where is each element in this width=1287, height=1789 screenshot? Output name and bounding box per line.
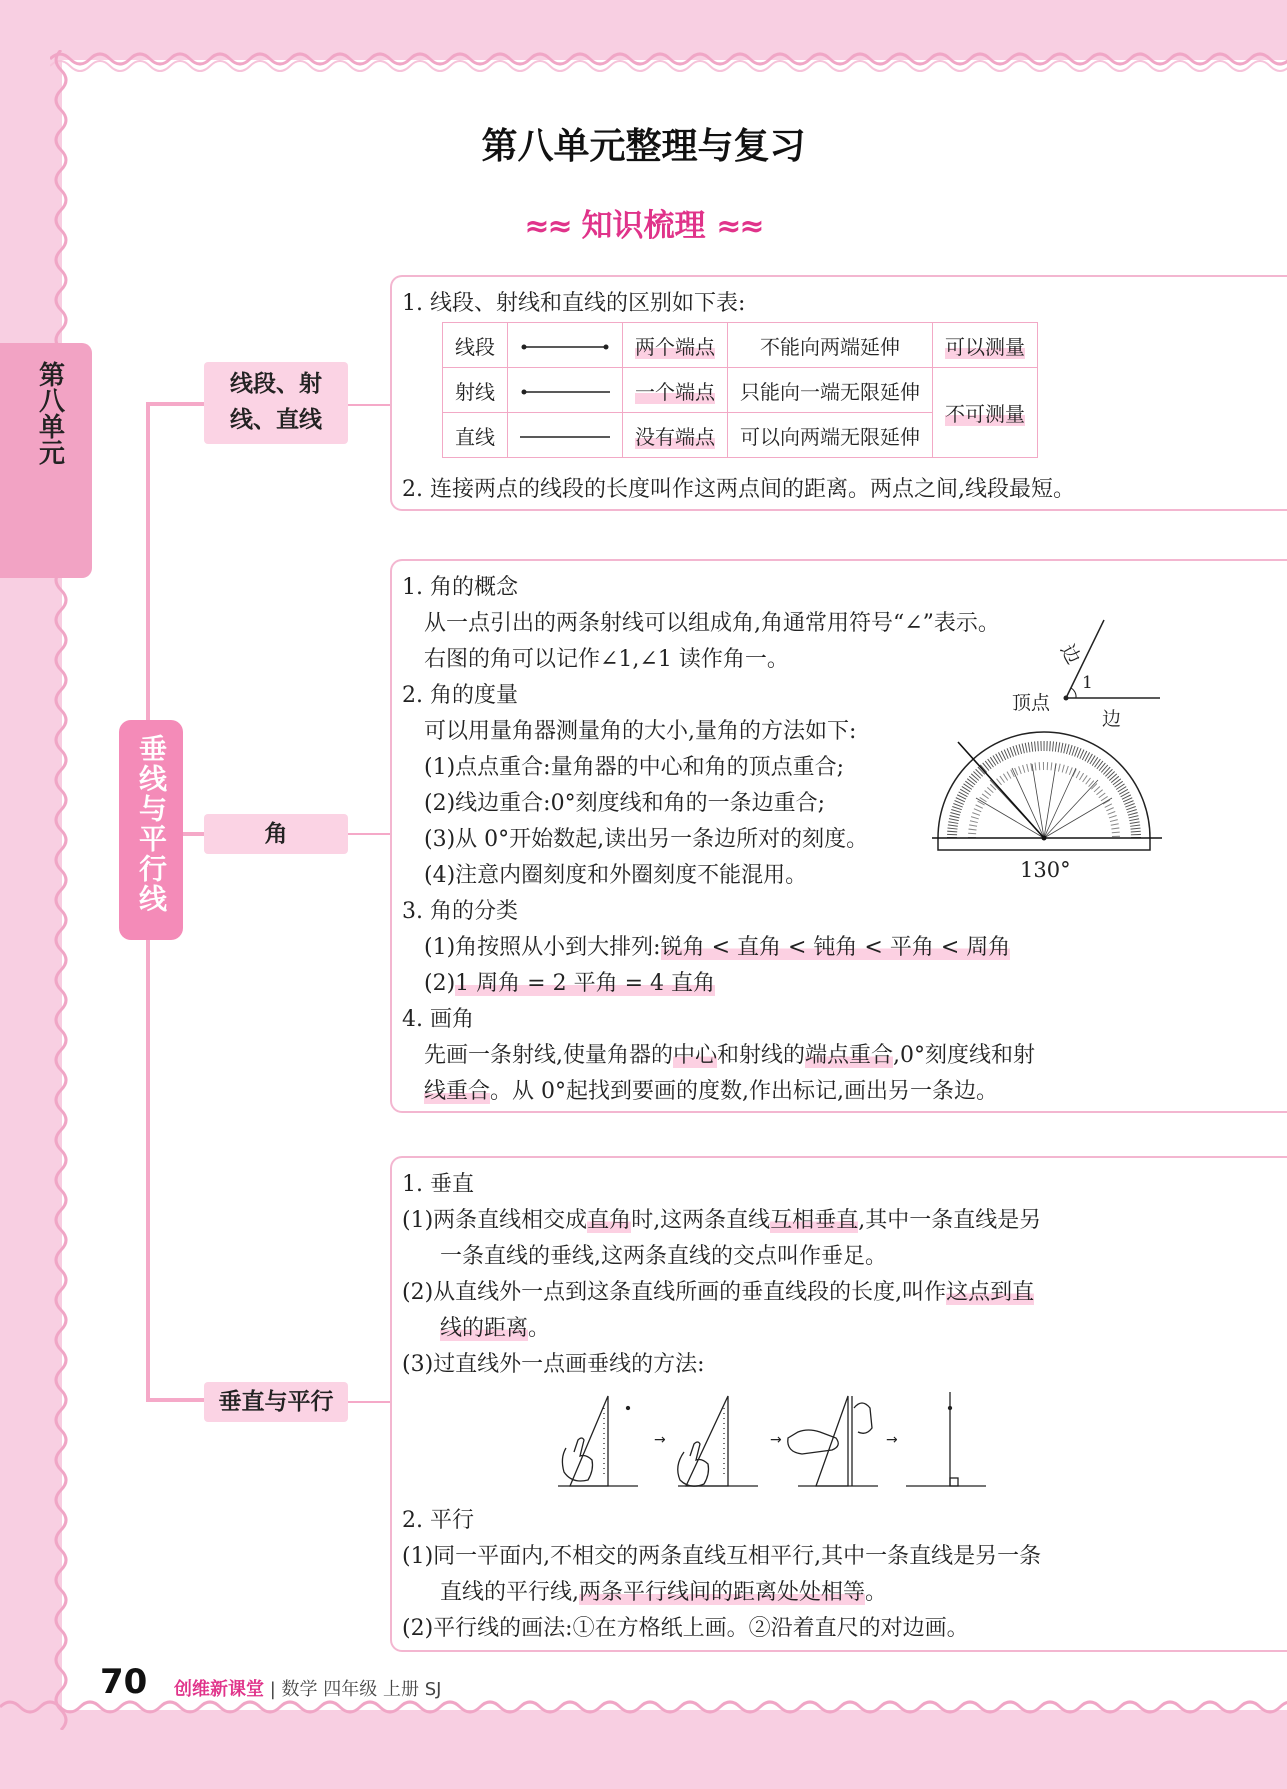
svg-text:→: → bbox=[770, 1432, 782, 1448]
ray-endpoints: 一个端点 bbox=[635, 379, 715, 404]
table-cell-figure bbox=[508, 413, 623, 458]
perp-p1-c: 时,这两条直线 bbox=[631, 1208, 771, 1233]
draw-l10-e: ,0°刻度线和射 bbox=[893, 1043, 1036, 1068]
table-cell-name: 线段 bbox=[443, 323, 508, 368]
step-2 bbox=[678, 1396, 758, 1486]
angle-l5: (2)线边重合:0°刻度线和角的一条边重合; bbox=[424, 791, 825, 816]
angle-number-label: 1 bbox=[1082, 673, 1093, 693]
angle-l9 bbox=[424, 966, 715, 997]
perp-p2-cont bbox=[440, 1311, 550, 1342]
angle-l9-prefix: (2) bbox=[424, 971, 456, 996]
parallel-q1: (1)同一平面内,不相交的两条直线互相平行,其中一条直线是另一条 bbox=[402, 1544, 1042, 1569]
perp-p1-e: ,其中一条直线是另 bbox=[858, 1208, 1042, 1233]
footer-brand: 创维新课堂 bbox=[174, 1679, 264, 1700]
parallel-q1-d: 。 bbox=[865, 1580, 888, 1605]
table-cell-endpoints bbox=[623, 323, 728, 368]
angle-l2: 右图的角可以记作∠1,∠1 读作角一。 bbox=[424, 647, 789, 672]
perpendicular-steps-figure bbox=[558, 1388, 988, 1496]
angle-side-label-1: 边 bbox=[1055, 640, 1085, 668]
wave-border-top bbox=[50, 44, 1287, 74]
angle-relation: 1 周角 = 2 平角 = 4 直角 bbox=[455, 971, 715, 996]
angle-h3: 3. 角的分类 bbox=[402, 899, 518, 924]
table-row bbox=[443, 368, 1038, 413]
table-cell-name: 直线 bbox=[443, 413, 508, 458]
mindmap-node-perp-parallel-label: 垂直与平行 bbox=[218, 1389, 334, 1415]
angle-l8 bbox=[424, 930, 1010, 961]
svg-text:→: → bbox=[886, 1432, 898, 1448]
draw-l10-a: 先画一条射线,使量角器的 bbox=[424, 1043, 673, 1068]
mindmap-node-lines-label: 线段、射线、直线 bbox=[230, 371, 322, 433]
draw-line-overlap: 线重合 bbox=[424, 1079, 491, 1104]
wave-decoration-left-icon: ≈≈ bbox=[524, 209, 571, 244]
wave-border-left bbox=[48, 50, 74, 1730]
table-cell-extend: 只能向一端无限延伸 bbox=[728, 368, 933, 413]
perp-distance-2: 线的距离 bbox=[440, 1316, 529, 1341]
table-cell-figure bbox=[508, 368, 623, 413]
protractor-figure bbox=[932, 728, 1162, 858]
step-3 bbox=[788, 1396, 878, 1486]
perp-right-angle: 直角 bbox=[587, 1208, 632, 1233]
measure-yes: 可以测量 bbox=[945, 334, 1025, 359]
ray-figure bbox=[520, 387, 610, 397]
footer-separator: | bbox=[269, 1679, 276, 1700]
lines-item-1: 1. 线段、射线和直线的区别如下表: bbox=[402, 291, 746, 316]
line-figure bbox=[520, 432, 610, 442]
angle-l1: 从一点引出的两条射线可以组成角,角通常用符号“∠”表示。 bbox=[424, 611, 1000, 636]
protractor-reading: 130° bbox=[1020, 858, 1071, 882]
step-4 bbox=[906, 1392, 986, 1486]
mindmap-link-2 bbox=[348, 833, 390, 835]
subtitle-text: 知识梳理 bbox=[581, 208, 706, 244]
table-cell-measure bbox=[933, 368, 1038, 458]
parallel-q2: (2)平行线的画法:①在方格纸上画。②沿着直尺的对边画。 bbox=[402, 1616, 969, 1641]
perp-p1-cont: 一条直线的垂线,这两条直线的交点叫作垂足。 bbox=[440, 1244, 887, 1269]
angle-h4: 4. 画角 bbox=[402, 1007, 474, 1032]
mindmap-node-angle-label: 角 bbox=[264, 821, 288, 847]
perp-p1-a: (1)两条直线相交成 bbox=[402, 1208, 588, 1233]
angle-l4: (1)点点重合:量角器的中心和角的顶点重合; bbox=[424, 755, 844, 780]
perp-distance-1: 这点到直 bbox=[946, 1280, 1035, 1305]
draw-endpoint: 端点重合 bbox=[805, 1043, 894, 1068]
table-cell-endpoints bbox=[623, 413, 728, 458]
mindmap-link-3 bbox=[348, 1401, 390, 1403]
table-cell-endpoints bbox=[623, 368, 728, 413]
lines-comparison-table bbox=[442, 322, 1038, 458]
angle-h2: 2. 角的度量 bbox=[402, 683, 518, 708]
mindmap-link-1 bbox=[348, 404, 390, 406]
parallel-h2: 2. 平行 bbox=[402, 1508, 474, 1533]
page-title: 第八单元整理与复习 bbox=[481, 126, 806, 167]
svg-text:→: → bbox=[654, 1432, 666, 1448]
footer-info bbox=[174, 1675, 441, 1701]
draw-l11-b: 。从 0°起找到要画的度数,作出标记,画出另一条边。 bbox=[490, 1079, 998, 1104]
table-cell-figure bbox=[508, 323, 623, 368]
lines-item-2: 2. 连接两点的线段的长度叫作这两点间的距离。两点之间,线段最短。 bbox=[402, 477, 1075, 502]
perp-p2-d: 。 bbox=[528, 1316, 551, 1341]
step-1 bbox=[558, 1396, 638, 1486]
angle-l8-prefix: (1)角按照从小到大排列: bbox=[424, 935, 661, 960]
table-row bbox=[443, 323, 1038, 368]
angle-l10 bbox=[424, 1038, 1035, 1069]
angle-h1: 1. 角的概念 bbox=[402, 575, 518, 600]
perp-p3: (3)过直线外一点画垂线的方法: bbox=[402, 1352, 705, 1377]
angle-l7: (4)注意内圈刻度和外圈刻度不能混用。 bbox=[424, 863, 808, 888]
measure-no: 不可测量 bbox=[945, 402, 1025, 426]
angle-l6: (3)从 0°开始数起,读出另一条边所对的刻度。 bbox=[424, 827, 869, 852]
draw-center: 中心 bbox=[673, 1043, 718, 1068]
table-cell-measure bbox=[933, 323, 1038, 368]
line-endpoints: 没有端点 bbox=[635, 424, 715, 449]
mindmap-center-node bbox=[119, 720, 183, 940]
segment-endpoints: 两个端点 bbox=[635, 334, 715, 359]
wave-decoration-right-icon: ≈≈ bbox=[716, 209, 763, 244]
section-subtitle bbox=[0, 200, 1287, 245]
perp-p2-a: (2)从直线外一点到这条直线所画的垂直线段的长度,叫作 bbox=[402, 1280, 947, 1305]
page-number: 70 bbox=[100, 1662, 148, 1702]
mindmap-center-label: 垂线与平行线 bbox=[135, 734, 168, 914]
angle-l11 bbox=[424, 1074, 998, 1105]
angle-order: 锐角 < 直角 < 钝角 < 平角 < 周角 bbox=[660, 935, 1011, 960]
perp-p1 bbox=[402, 1203, 1041, 1234]
unit-side-tab[interactable] bbox=[0, 343, 92, 578]
angle-side-label-2: 边 bbox=[1102, 708, 1122, 730]
mindmap-node-angle bbox=[204, 814, 348, 854]
mindmap-node-lines bbox=[204, 362, 348, 444]
table-cell-name: 射线 bbox=[443, 368, 508, 413]
angle-vertex-label: 顶点 bbox=[1012, 692, 1051, 714]
table-cell-extend: 不能向两端延伸 bbox=[728, 323, 933, 368]
perp-p2 bbox=[402, 1275, 1034, 1306]
parallel-equal-distance: 两条平行线间的距离处处相等 bbox=[579, 1580, 866, 1605]
mindmap-connector-3 bbox=[146, 1398, 204, 1402]
table-cell-extend: 可以向两端无限延伸 bbox=[728, 413, 933, 458]
draw-l10-c: 和射线的 bbox=[717, 1043, 806, 1068]
perp-mutual: 互相垂直 bbox=[770, 1208, 859, 1233]
perp-h1: 1. 垂直 bbox=[402, 1172, 474, 1197]
mindmap-connector-2 bbox=[183, 832, 204, 836]
footer-book-info: 数学 四年级 上册 SJ bbox=[281, 1679, 442, 1700]
mindmap-connector-1 bbox=[146, 402, 204, 406]
mindmap-node-perp-parallel bbox=[204, 1382, 348, 1422]
angle-l3: 可以用量角器测量角的大小,量角的方法如下: bbox=[424, 719, 857, 744]
parallel-q1-b: 直线的平行线, bbox=[440, 1580, 579, 1605]
segment-figure bbox=[520, 342, 610, 352]
parallel-q1-cont bbox=[440, 1575, 887, 1606]
unit-side-tab-label: 第八单元 bbox=[34, 361, 65, 465]
